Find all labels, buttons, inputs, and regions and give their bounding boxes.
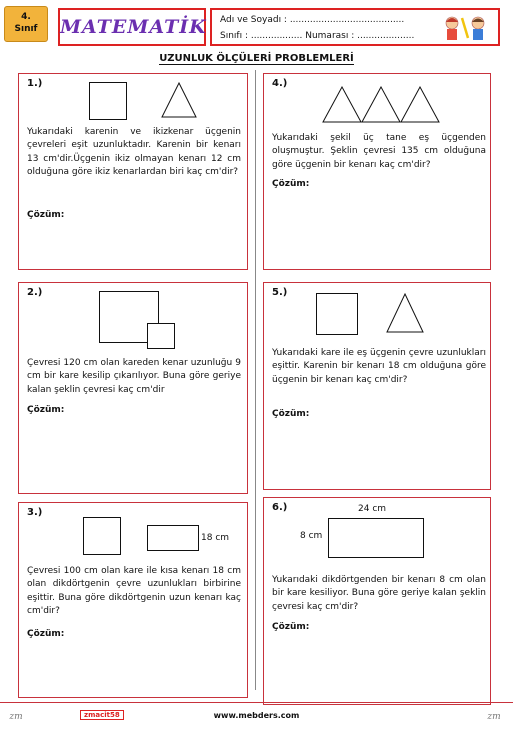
- column-divider: [255, 70, 256, 690]
- rectangle-side-label: 18 cm: [201, 533, 230, 543]
- grade-badge: [4, 6, 48, 42]
- problem-text: Yukarıdaki dikdörtgenden bir kenarı 8 cm olan bir kare kesiliyor. Buna göre geriye kalan şeklin çevresi kaç cm'dir?: [272, 575, 486, 612]
- number-field-label: Numarası : ....................: [305, 31, 415, 41]
- grade-number: 4.: [21, 12, 31, 22]
- problem-number: 3.): [27, 507, 43, 518]
- problem-number: 1.): [27, 78, 43, 89]
- solution-label: Çözüm:: [272, 622, 310, 632]
- solution-label: Çözüm:: [27, 405, 65, 415]
- class-number-line: [220, 31, 414, 41]
- problem-number: 6.): [272, 502, 288, 513]
- problem-2-card: [18, 282, 248, 494]
- logo-left: zm: [9, 712, 23, 722]
- three-triangles-shape: [322, 86, 440, 124]
- isosceles-triangle-shape: [161, 82, 197, 118]
- rectangle-shape: [328, 518, 424, 558]
- solution-label: Çözüm:: [272, 409, 310, 419]
- class-field-label: Sınıfı : ..................: [220, 31, 303, 41]
- problem-text: Çevresi 100 cm olan kare ile kısa kenarı 18 cm olan dikdörtgenin çevre uzunlukları birbirine eşittir. Buna göre dikdörtgenin uzun kenarı kaç cm'dir?: [27, 566, 241, 616]
- worksheet-heading: UZUNLUK ÖLÇÜLERİ PROBLEMLERİ: [159, 53, 354, 64]
- solution-label: Çözüm:: [27, 210, 65, 220]
- problem-4-card: [263, 73, 491, 270]
- grade-label: Sınıf: [14, 24, 38, 34]
- problem-6-card: [263, 497, 491, 705]
- name-field-label: Adı ve Soyadı : ........................................: [220, 15, 405, 25]
- author-code: zmacit58: [80, 710, 124, 720]
- problem-1-card: [18, 73, 248, 270]
- problem-number: 5.): [272, 287, 288, 298]
- problem-number: 2.): [27, 287, 43, 298]
- rectangle-shape: [147, 525, 199, 551]
- subject-title: MATEMATİK: [60, 16, 207, 38]
- square-shape: [83, 517, 121, 555]
- problem-text: Yukarıdaki karenin ve ikizkenar üçgenin çevreleri eşit uzunluktadır. Karenin bir kenarı 13 cm'dir.Üçgenin ikiz olmayan kenarı 12 cm olduğuna göre ikiz kenarlardan biri kaç cm'dir?: [27, 127, 241, 177]
- solution-label: Çözüm:: [272, 179, 310, 189]
- rectangle-top-label: 24 cm: [358, 504, 387, 514]
- small-cut-square-shape: [147, 323, 175, 349]
- problem-text: Yukarıdaki kare ile eş üçgenin çevre uzunlukları eşittir. Karenin bir kenarı 18 cm olduğuna göre üçgenin bir kenarı kaç cm'dir?: [272, 348, 486, 385]
- problem-text: Çevresi 120 cm olan kareden kenar uzunluğu 9 cm bir kare kesilip çıkarılıyor. Buna göre geriye kalan şeklin çevresi kaç cm'dir: [27, 358, 241, 395]
- square-shape: [316, 293, 358, 335]
- footer-divider: [0, 702, 513, 703]
- rectangle-side-label: 8 cm: [300, 531, 323, 541]
- problem-3-card: [18, 502, 248, 698]
- problem-number: 4.): [272, 78, 288, 89]
- student-info-box: [210, 8, 500, 46]
- subject-title-box: [58, 8, 206, 46]
- problem-text: Yukarıdaki şekil üç tane eş üçgenden oluşmuştur. Şeklin çevresi 135 cm olduğuna göre üçgenin bir kenarı kaç cm'dir?: [272, 133, 486, 170]
- logo-right: zm: [487, 712, 501, 722]
- equilateral-triangle-shape: [386, 293, 424, 333]
- website-link[interactable]: www.mebders.com: [213, 711, 300, 720]
- square-shape: [89, 82, 127, 120]
- students-illustration-icon: [438, 14, 494, 42]
- problem-5-card: [263, 282, 491, 490]
- solution-label: Çözüm:: [27, 629, 65, 639]
